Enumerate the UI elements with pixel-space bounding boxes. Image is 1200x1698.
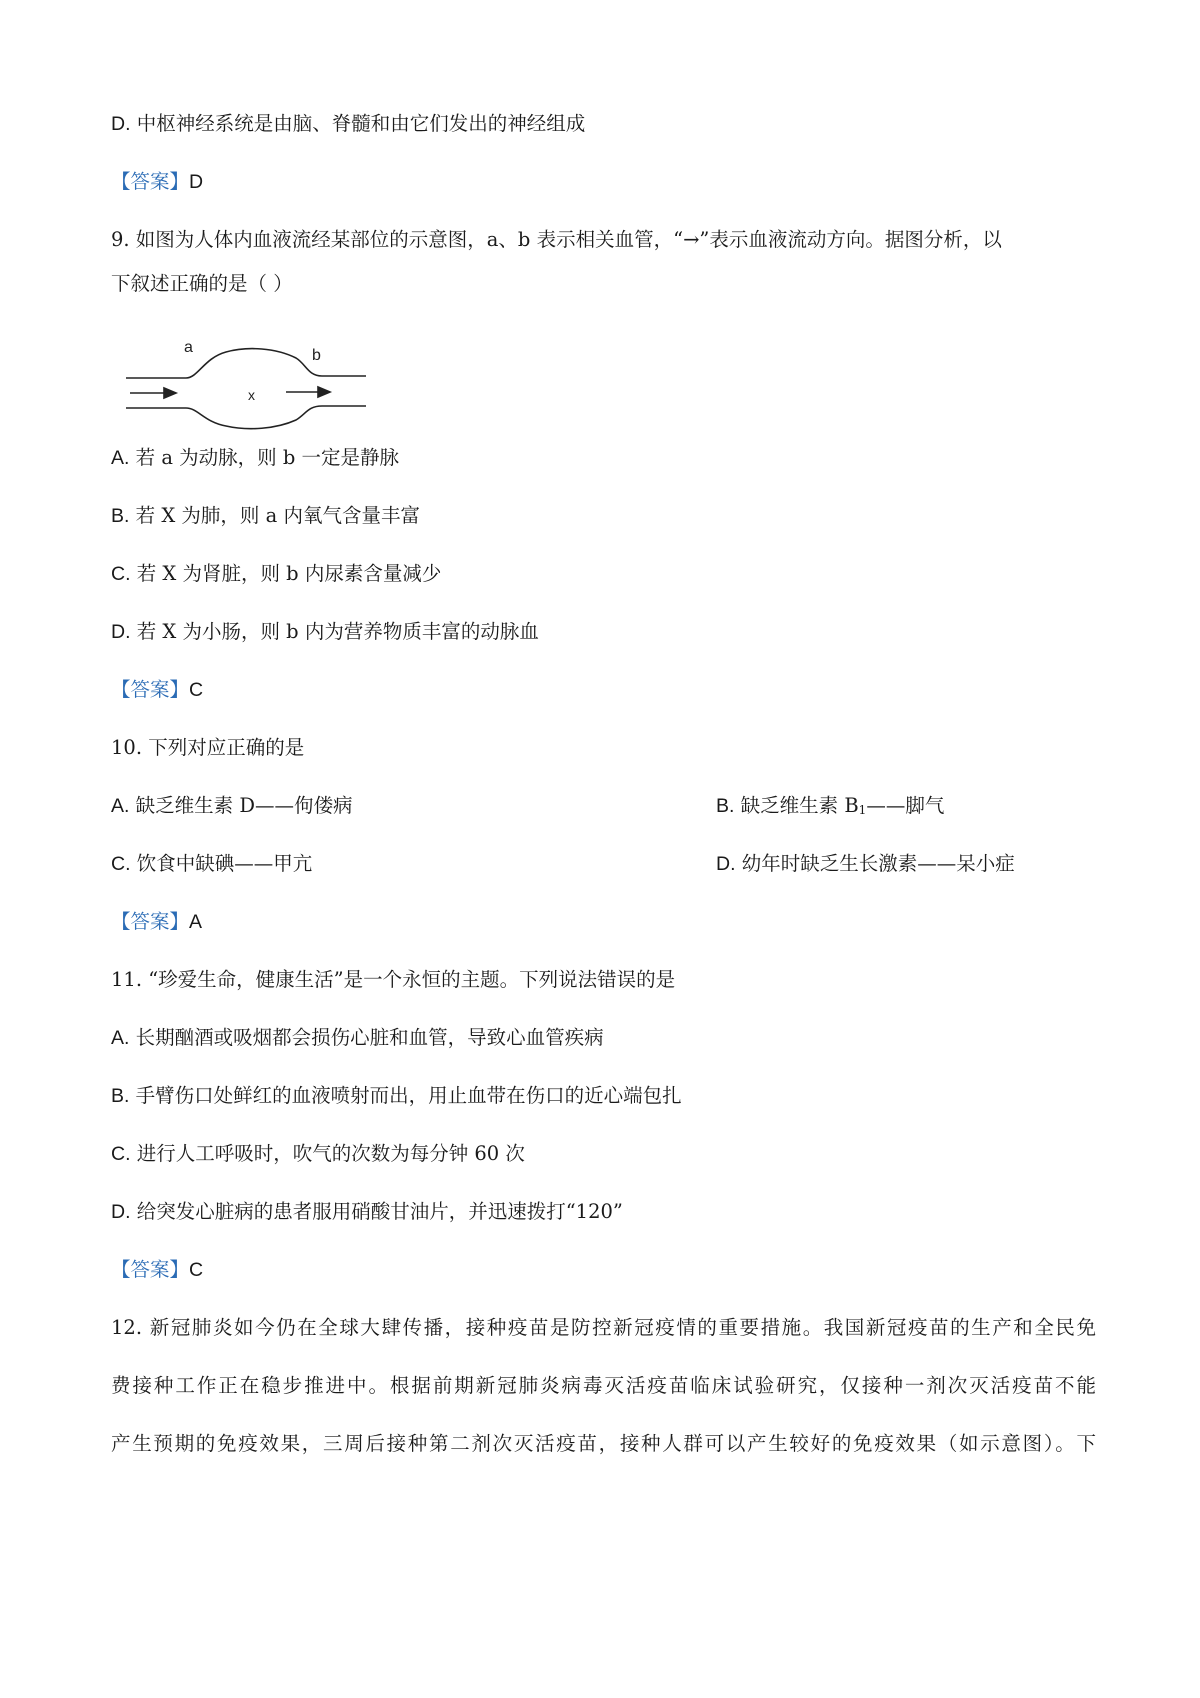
q10-options-row1 bbox=[111, 792, 1120, 820]
label-b: b bbox=[312, 347, 321, 364]
option-text: 长期酗酒或吸烟都会损伤心脏和血管，导致心血管疾病 bbox=[135, 1026, 604, 1049]
option-text: 若 X 为肾脏，则 b 内尿素含量减少 bbox=[136, 562, 442, 585]
q9-option-d bbox=[111, 618, 1120, 646]
option-label: C. bbox=[111, 1143, 131, 1165]
q11-option-c bbox=[111, 1140, 1120, 1168]
option-label: A. bbox=[111, 1027, 130, 1049]
option-text: 手臂伤口处鲜红的血液喷射而出，用止血带在伤口的近心端包扎 bbox=[135, 1084, 682, 1107]
q11-option-a bbox=[111, 1024, 1120, 1052]
q11-option-b bbox=[111, 1082, 1120, 1110]
q12-line3: 产生预期的免疫效果，三周后接种第二剂次灭活疫苗，接种人群可以产生较好的免疫效果（如示意图）。下 bbox=[111, 1432, 1096, 1455]
option-text: 若 X 为肺，则 a 内氧气含量丰富 bbox=[135, 504, 420, 527]
q10-option-a bbox=[111, 794, 352, 817]
q8-option-d bbox=[111, 110, 1120, 138]
answer-bracket: 【答案】 bbox=[111, 1258, 190, 1281]
option-label: B. bbox=[111, 505, 130, 527]
upper-vessel-wall bbox=[126, 349, 366, 378]
option-label: D. bbox=[111, 621, 131, 643]
q10-stem: 10. 下列对应正确的是 bbox=[111, 736, 305, 759]
option-text: 给突发心脏病的患者服用硝酸甘油片，并迅速拨打“120” bbox=[136, 1200, 623, 1223]
option-text-post: ——脚气 bbox=[866, 794, 945, 817]
q9-option-a bbox=[111, 444, 1120, 472]
subscript: 1 bbox=[858, 803, 867, 817]
option-text-pre: 缺乏维生素 B bbox=[740, 794, 859, 817]
option-text: 幼年时缺乏生长激素——呆小症 bbox=[741, 852, 1015, 875]
lower-vessel-wall bbox=[126, 406, 366, 429]
answer-value: C bbox=[189, 1259, 204, 1281]
option-label: D. bbox=[111, 1201, 131, 1223]
blood-flow-diagram bbox=[126, 336, 372, 436]
q8-answer bbox=[111, 168, 1120, 196]
option-label: B. bbox=[111, 1085, 130, 1107]
option-text: 若 X 为小肠，则 b 内为营养物质丰富的动脉血 bbox=[136, 620, 539, 643]
q10-answer bbox=[111, 908, 1120, 936]
q10-options-row2 bbox=[111, 850, 1120, 878]
answer-value: C bbox=[189, 679, 204, 701]
arrow-in-head bbox=[164, 388, 176, 398]
option-label: B. bbox=[716, 795, 735, 817]
q9-answer bbox=[111, 676, 1120, 704]
answer-bracket: 【答案】 bbox=[111, 170, 190, 193]
q11-answer bbox=[111, 1256, 1120, 1284]
option-label: D. bbox=[716, 853, 736, 875]
option-label: C. bbox=[111, 853, 131, 875]
label-x: x bbox=[248, 387, 255, 403]
q10-option-b bbox=[716, 792, 944, 824]
q11-stem: 11. “珍爱生命，健康生活”是一个永恒的主题。下列说法错误的是 bbox=[111, 968, 676, 991]
option-text: 若 a 为动脉，则 b 一定是静脉 bbox=[135, 446, 400, 469]
q9-option-b bbox=[111, 502, 1120, 530]
option-text: 缺乏维生素 D——佝偻病 bbox=[135, 794, 353, 817]
q10-option-d bbox=[716, 850, 1015, 878]
answer-value: A bbox=[189, 911, 203, 933]
option-text: 进行人工呼吸时，吹气的次数为每分钟 60 次 bbox=[136, 1142, 525, 1165]
q11-option-d bbox=[111, 1198, 1120, 1226]
option-label: D. bbox=[111, 113, 131, 135]
q12-line1: 12. 新冠肺炎如今仍在全球大肆传播，接种疫苗是防控新冠疫情的重要措施。我国新冠疫苗的生产和全民免 bbox=[111, 1316, 1096, 1339]
answer-value: D bbox=[189, 171, 204, 193]
q9-option-c bbox=[111, 560, 1120, 588]
q9-stem-line2: 下叙述正确的是（ ） bbox=[111, 272, 293, 295]
arrow-out-head bbox=[318, 387, 330, 397]
q9-stem-line1: 9. 如图为人体内血液流经某部位的示意图，a、b 表示相关血管，“→”表示血液流动方向。据图分析，以 bbox=[111, 228, 1002, 251]
answer-bracket: 【答案】 bbox=[111, 678, 190, 701]
option-label: A. bbox=[111, 795, 130, 817]
answer-bracket: 【答案】 bbox=[111, 910, 190, 933]
label-a: a bbox=[184, 339, 193, 356]
option-label: C. bbox=[111, 563, 131, 585]
q10-option-c bbox=[111, 852, 312, 875]
option-text: 饮食中缺碘——甲亢 bbox=[136, 852, 313, 875]
option-text: 中枢神经系统是由脑、脊髓和由它们发出的神经组成 bbox=[136, 112, 586, 135]
option-label: A. bbox=[111, 447, 130, 469]
q12-line2: 费接种工作正在稳步推进中。根据前期新冠肺炎病毒灭活疫苗临床试验研究，仅接种一剂次灭活疫苗不能 bbox=[111, 1374, 1096, 1397]
